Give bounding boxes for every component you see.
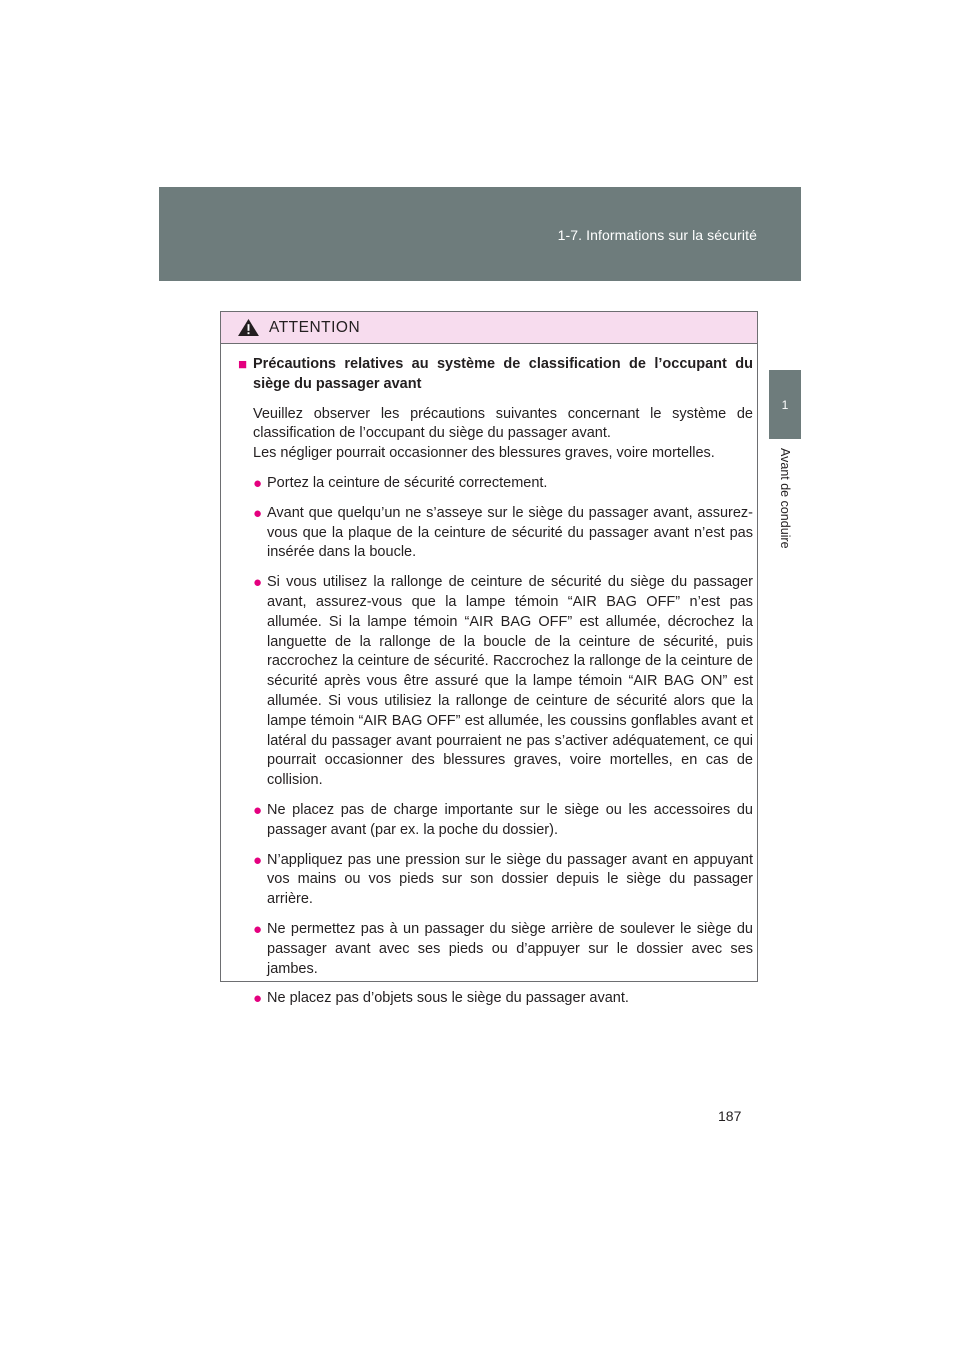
bullet-dot-icon: ● [253, 990, 263, 1008]
list-item: ● Ne permettez pas à un passager du siège arrière de soulever le siège du passager avant avec ses pieds ou d’appuyer sur le dossier avec ses jambes. [238, 920, 753, 979]
bullet-dot-icon: ● [253, 920, 263, 938]
chapter-label [769, 448, 801, 568]
intro-line: Veuillez observer les précautions suivantes concernant le système de classification de l’occupant du siège du passager avant. [253, 405, 753, 442]
warning-box [220, 311, 758, 1008]
warning-label: ATTENTION [269, 318, 361, 336]
bullet-dot-icon: ● [253, 504, 263, 522]
bullet-dot-icon: ● [253, 801, 263, 819]
list-item: ● Portez la ceinture de sécurité correctement. [253, 474, 548, 492]
list-item: ● Ne placez pas de charge importante sur le siège ou les accessoires du passager avant (par ex. la poche du dossier). [238, 801, 753, 841]
bullet-dot-icon: ● [253, 574, 263, 592]
list-item: ● N’appliquez pas une pression sur le siège du passager avant en appuyant vos mains ou vos pieds sur son dossier depuis le siège du passager arrière. [238, 851, 753, 910]
bullet-dot-icon: ● [253, 851, 263, 869]
chapter-label-text: Avant de conduire [778, 448, 792, 549]
bullet-dot-icon: ● [253, 474, 263, 492]
subheading-text: Précautions relatives au système de classification de l’occupant du siège du passager avant [253, 356, 753, 392]
warning-triangle-icon [237, 318, 260, 337]
list-item: ● Avant que quelqu’un ne s’asseye sur le siège du passager avant, assurez-vous que la plaque de la ceinture de sécurité du passager avant n’est pas insérée dans la boucle. [238, 504, 753, 563]
header-band [159, 187, 801, 281]
page-number: 187 [718, 1108, 742, 1124]
chapter-number: 1 [781, 397, 789, 412]
chapter-tab [769, 370, 801, 439]
warning-header [221, 312, 757, 344]
square-bullet-icon: ■ [238, 356, 248, 373]
section-title: 1-7. Informations sur la sécurité [557, 227, 757, 243]
warning-body [221, 344, 757, 1009]
intro-line: Les négliger pourrait occasionner des blessures graves, voire mortelles. [253, 445, 715, 462]
list-item: ● Si vous utilisez la rallonge de ceinture de sécurité du siège du passager avant, assurez-vous que la lampe témoin “AIR BAG OFF” n’est pas allumée. Si la lampe témoin “AIR BAG OFF” est allumée, décrochez la languette de la rallonge de la boucle de la ceinture de sécurité, puis raccrochez la ceinture de sécurité. Raccrochez la rallonge de la ceinture de sécurité après vous être assuré que la lampe témoin “AIR BAG ON” est allumée. Si vous utilisiez la rallonge de ceinture de sécurité alors que la lampe témoin “AIR BAG OFF” est allumée, les coussins gonflables avant et latéral du passager avant pourraient ne pas s’activer adéquatement, ce qui pourrait occasionner des blessures graves, voire mortelles, en cas de collision. [238, 573, 753, 791]
subheading [238, 355, 753, 395]
list-item: ● Ne placez pas d’objets sous le siège du passager avant. [253, 990, 629, 1008]
intro-paragraph [238, 405, 753, 464]
precaution-list [238, 474, 753, 1009]
